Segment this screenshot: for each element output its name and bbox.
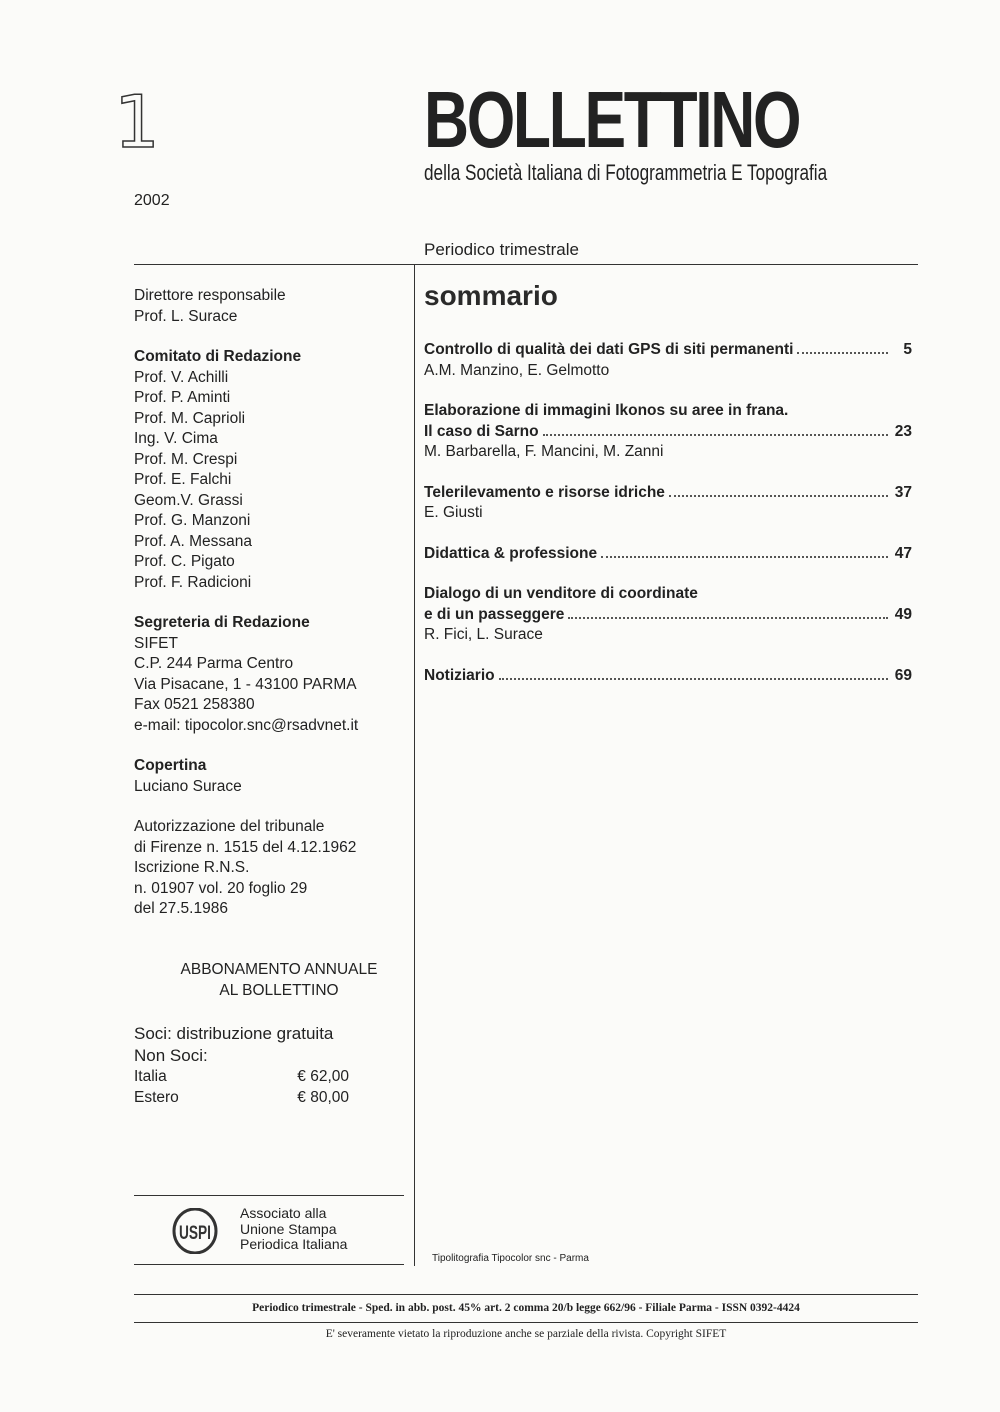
toc-title-row [424, 422, 912, 443]
committee-member: Prof. C. Pigato [134, 553, 235, 570]
table-of-contents [424, 340, 912, 706]
association-line: Periodica Italiana [240, 1236, 348, 1252]
uspi-logo-icon [172, 1208, 218, 1254]
price-region: Estero [134, 1088, 179, 1106]
issue-year: 2002 [134, 192, 170, 209]
committee-member: Prof. P. Aminti [134, 389, 231, 406]
periodicity-label: Periodico trimestrale [424, 240, 579, 259]
toc-authors: R. Fici, L. Surace [424, 626, 543, 643]
toc-title-row [424, 605, 912, 626]
price-region: Italia [134, 1068, 167, 1085]
association-rule-top [134, 1195, 404, 1196]
magazine-title: BOLLETTINO [424, 75, 800, 164]
secretariat-heading: Segreteria di Redazione [134, 614, 310, 631]
toc-title-row [424, 340, 912, 361]
committee-member: Prof. M. Caprioli [134, 409, 246, 427]
toc-leader-dots [568, 617, 888, 619]
subscription-soci: Soci: distribuzione gratuita [134, 1024, 334, 1043]
association-text [240, 1206, 347, 1253]
toc-title-row [424, 666, 912, 687]
toc-title-line: Elaborazione di immagini Ikonos su aree in frana. [424, 402, 789, 419]
secretariat-line: Fax 0521 258380 [134, 696, 255, 713]
committee-member: Prof. A. Messana [134, 532, 253, 550]
subscription-title: ABBONAMENTO ANNUALE [180, 961, 378, 978]
copyright-notice: E' severamente vietato la riproduzione anche se parziale della rivista. Copyright SIFET [325, 1328, 727, 1340]
toc-title-row [424, 483, 912, 504]
toc-title: e di un passeggere [424, 605, 565, 623]
magazine-subtitle: della Società Italiana di Fotogrammetria E Topografia [424, 160, 828, 185]
toc-title: Controllo di qualità dei dati GPS di siti permanenti [424, 341, 794, 358]
toc-title: Il caso di Sarno [424, 422, 539, 440]
secretariat-email: e-mail: tipocolor.snc@rsadvnet.it [134, 716, 359, 734]
director-label: Direttore responsabile [134, 287, 286, 304]
header-rule [134, 264, 918, 265]
committee-member: Prof. M. Crespi [134, 450, 238, 468]
toc-page-number: 49 [894, 605, 912, 623]
toc-entry [424, 544, 912, 565]
toc-authors: E. Giusti [424, 504, 483, 521]
price-value: € 80,00 [297, 1088, 349, 1106]
association-rule-bottom [134, 1264, 404, 1265]
subscription-box [134, 960, 404, 1108]
director-name: Prof. L. Surace [134, 307, 238, 325]
toc-authors: M. Barbarella, F. Mancini, M. Zanni [424, 443, 664, 460]
uspi-logo-letters: USPI [179, 1221, 211, 1244]
committee-member: Ing. V. Cima [134, 430, 218, 447]
toc-leader-dots [797, 352, 888, 354]
committee-heading: Comitato di Redazione [134, 348, 302, 365]
contents-heading: sommario [424, 280, 558, 311]
committee-member: Geom.V. Grassi [134, 491, 243, 509]
association-line: Unione Stampa [240, 1220, 337, 1237]
toc-page-number: 47 [894, 544, 912, 562]
toc-title: Didattica & professione [424, 544, 598, 562]
toc-entry [424, 340, 912, 381]
price-row [134, 1067, 349, 1088]
toc-leader-dots [543, 434, 888, 436]
toc-leader-dots [669, 495, 888, 497]
association-line: Associato alla [240, 1205, 327, 1221]
price-value: € 62,00 [297, 1068, 349, 1085]
authorization-line: n. 01907 vol. 20 foglio 29 [134, 879, 308, 897]
cover-heading: Copertina [134, 757, 207, 774]
toc-leader-dots [499, 678, 888, 680]
toc-authors: A.M. Manzino, E. Gelmotto [424, 361, 610, 379]
toc-title-row [424, 544, 912, 565]
toc-leader-dots [601, 556, 888, 558]
footer-rule-middle [134, 1322, 918, 1323]
toc-page-number: 23 [894, 422, 912, 440]
toc-entry [424, 584, 912, 646]
toc-page-number: 5 [903, 341, 912, 358]
column-divider [414, 264, 415, 1266]
authorization-line: Autorizzazione del tribunale [134, 818, 325, 835]
subscription-non-soci: Non Soci: [134, 1046, 208, 1065]
masthead [134, 286, 404, 940]
issue-number: 1 [114, 80, 160, 164]
committee-member: Prof. V. Achilli [134, 368, 229, 386]
committee-member: Prof. E. Falchi [134, 471, 232, 488]
toc-entry [424, 401, 912, 463]
secretariat-line: C.P. 244 Parma Centro [134, 655, 294, 672]
cover-name: Luciano Surace [134, 777, 242, 795]
toc-title: Notiziario [424, 666, 495, 684]
toc-page-number: 69 [894, 666, 912, 684]
secretariat-line: Via Pisacane, 1 - 43100 PARMA [134, 675, 357, 693]
price-row [134, 1088, 349, 1109]
toc-entry [424, 666, 912, 687]
authorization-line: del 27.5.1986 [134, 900, 228, 917]
printer-credit: Tipolitografia Tipocolor snc - Parma [432, 1253, 589, 1264]
toc-entry [424, 483, 912, 524]
footer-rule-top [134, 1294, 918, 1295]
postal-info: Periodico trimestrale - Sped. in abb. post. 45% art. 2 comma 20/b legge 662/96 - Filiale Parma - ISSN 0392-4424 [252, 1302, 800, 1314]
committee-member: Prof. F. Radicioni [134, 573, 252, 591]
toc-page-number: 37 [894, 483, 912, 501]
authorization-line: Iscrizione R.N.S. [134, 859, 250, 876]
toc-title-line: Dialogo di un venditore di coordinate [424, 585, 698, 602]
secretariat-line: SIFET [134, 634, 178, 652]
subscription-title-2: AL BOLLETTINO [219, 981, 339, 999]
toc-title: Telerilevamento e risorse idriche [424, 483, 665, 501]
authorization-line: di Firenze n. 1515 del 4.12.1962 [134, 838, 357, 856]
committee-member: Prof. G. Manzoni [134, 512, 251, 529]
